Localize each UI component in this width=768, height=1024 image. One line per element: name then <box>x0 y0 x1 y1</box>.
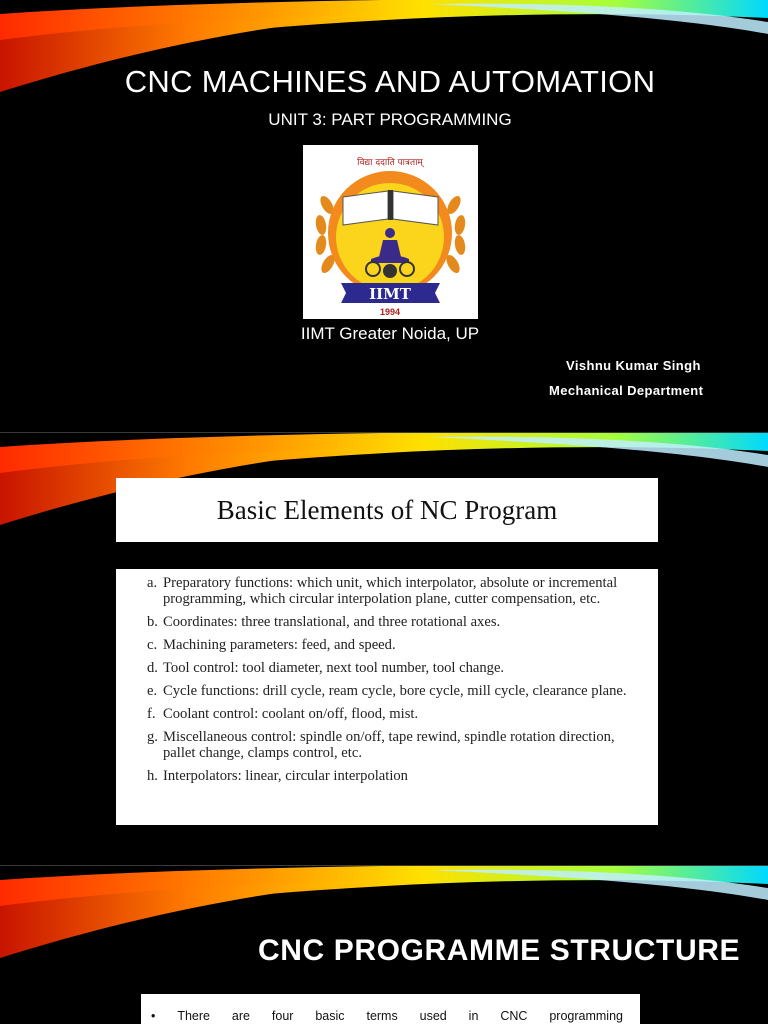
list-item-text: Cycle functions: drill cycle, ream cycle, bore cycle, mill cycle, clearance plane. <box>163 682 627 699</box>
slide-programme-structure <box>0 866 768 1024</box>
logo-text: IIMT <box>369 285 411 303</box>
list-item <box>147 615 642 631</box>
list-item-letter: a. <box>147 575 158 591</box>
list-item <box>147 684 642 700</box>
iimt-logo <box>303 145 478 319</box>
section-title: Basic Elements of NC Program <box>216 494 558 525</box>
list-item-letter: d. <box>147 659 158 676</box>
bullet-word: basic <box>315 1009 345 1023</box>
bullet-word: in <box>468 1009 479 1023</box>
list-item <box>147 638 642 654</box>
list-item-letter: c. <box>147 636 158 653</box>
list-item-text: Interpolators: linear, circular interpolation <box>163 767 408 784</box>
slide-title <box>0 0 768 432</box>
bullet-word: are <box>231 1009 250 1023</box>
list-item <box>147 661 642 677</box>
bullet-word: programming <box>549 1009 623 1023</box>
list-item-letter: b. <box>147 613 158 630</box>
list-item-letter: e. <box>147 682 158 699</box>
list-item-letter: g. <box>147 729 158 746</box>
bullet-marker: • <box>151 1009 156 1023</box>
list-item <box>147 730 642 761</box>
structure-bullet-line <box>151 1009 623 1023</box>
iimt-logo-emblem <box>303 145 478 319</box>
elements-list <box>116 569 658 784</box>
bullet-word: four <box>271 1009 294 1023</box>
presentation-subtitle: UNIT 3: PART PROGRAMMING <box>268 110 512 129</box>
list-item-text: Tool control: tool diameter, next tool number, tool change. <box>163 659 505 676</box>
list-item <box>147 769 642 785</box>
institution-name: IIMT Greater Noida, UP <box>300 324 480 343</box>
section-title-box <box>116 478 658 542</box>
svg-text:विद्या ददाति पात्रताम्: विद्या ददाति पात्रताम् <box>357 158 423 168</box>
structure-text-box <box>141 994 640 1024</box>
list-item-text: Preparatory functions: which unit, which interpolator, absolute or incremental programming, which circular interpolation plane, cutter compensation, etc. <box>163 575 618 607</box>
bullet-word: terms <box>366 1009 398 1023</box>
elements-list-box <box>116 569 658 825</box>
slide-basic-elements <box>0 433 768 865</box>
list-item-text: Machining parameters: feed, and speed. <box>163 636 396 653</box>
list-item-text: Coolant control: coolant on/off, flood, mist. <box>163 705 419 722</box>
list-item-text: Miscellaneous control: spindle on/off, tape rewind, spindle rotation direction, pallet change, clamps control, etc. <box>163 729 615 761</box>
department-name: Mechanical Department <box>549 383 704 398</box>
author-name: Vishnu Kumar Singh <box>566 358 701 373</box>
list-item-letter: h. <box>147 767 158 784</box>
list-item-letter: f. <box>147 705 156 722</box>
presentation-title: CNC MACHINES AND AUTOMATION <box>124 64 656 99</box>
bullet-word: used <box>419 1009 447 1023</box>
list-item-text: Coordinates: three translational, and three rotational axes. <box>163 613 501 630</box>
list-item <box>147 576 642 607</box>
list-item <box>147 707 642 723</box>
logo-year: 1994 <box>379 307 401 317</box>
bullet-word: There <box>177 1009 210 1023</box>
structure-title: CNC PROGRAMME STRUCTURE <box>258 934 741 967</box>
bullet-word: CNC <box>500 1009 528 1023</box>
